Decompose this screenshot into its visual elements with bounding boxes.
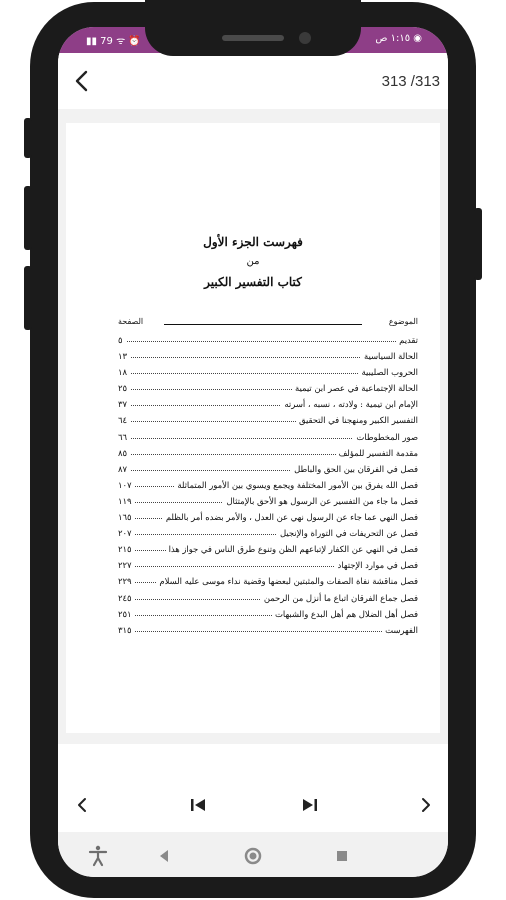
toc-header-topic: الموضوع [388,317,418,326]
toc-title: فهرست الجزء الأول [203,235,303,249]
toc-entry-title: فصل جماع الفرقان اتباع ما أنزل من الرحمن [261,593,418,603]
toc-entry-title: فصل في موارد الإجتهاد [335,560,418,570]
toc-entry-page: ٢٢٧ [118,560,135,570]
accessibility-icon [86,844,110,868]
app-screen [58,27,448,877]
toc-entry-title: فصل أهل الضلال هم أهل البدع والشبهات [272,609,418,619]
accessibility-button[interactable] [86,844,110,868]
toc-entry-page: ١١٩ [118,496,135,506]
phone-volume-down [24,266,32,330]
toc-entry-title: الحالة الإجتماعية في عصر ابن تيمية [292,383,418,393]
system-back-button[interactable] [152,844,176,868]
first-page-button[interactable] [184,791,212,819]
back-arrow-icon [68,67,96,95]
toc-entry-page: ٥ [118,335,126,345]
toc-entry [118,526,418,542]
toc-entry-title: صور المخطوطات [353,432,418,442]
toc-entry-page: ٦٦ [118,432,130,442]
toc-entry-title: مقدمة التفسير للمؤلف [336,448,418,458]
status-right: ١:١٥ ص ◉ [375,33,422,44]
toc-entry [118,558,418,574]
toc-entry-title: فصل الله يفرق بين الأمور المختلفة ويجمع ويسوي بين الأمور المتماثلة [174,480,418,490]
chevron-right-icon [412,791,440,819]
toc-header-line [164,324,362,325]
toc-entry-title: الفهرست [382,625,418,635]
toc-entry [118,478,418,494]
toc-entry-title: فصل مناقشة نفاة الصفات والمثبتين لبعضها وقضية نداء موسى عليه السلام [156,576,418,586]
toc-entry-page: ١٣ [118,351,130,361]
reader-toolbar [58,53,448,109]
system-recents-button[interactable] [330,844,354,868]
pdf-viewer[interactable] [58,109,448,744]
front-camera [299,32,311,44]
toc-entry [118,365,418,381]
toc-entry-title: الإمام ابن تيمية : ولادته ، نسبه ، أسرته [281,399,418,409]
system-navigation-bar [58,832,448,877]
toc-entry [118,430,418,446]
toc-entry-title: فصل النهي عما جاء عن الرسول نهي عن العدل ، والأمر بضده أمر بالظلم [163,512,418,522]
toc-entry [118,381,418,397]
prev-page-button[interactable] [68,791,96,819]
page-navigation-bar [58,779,448,831]
toc-entry-title: فصل في الفرقان بين الحق والباطل [291,464,418,474]
toc-entry-page: ٢٥ [118,383,130,393]
chevron-left-icon [68,791,96,819]
back-button[interactable] [68,67,96,95]
toc-entry [118,494,418,510]
toc-entry-leader [118,631,418,632]
toc-entry-page: ٢٤٥ [118,593,135,603]
toc-entry [118,349,418,365]
triangle-back-icon [152,844,176,868]
toc-entry [118,574,418,590]
skip-first-icon [184,791,212,819]
toc-entry-page: ١٦٥ [118,512,135,522]
last-page-button[interactable] [296,791,324,819]
status-left: ▮▮ 79 ᯤ ⏰ [86,36,141,47]
toc-header [118,317,418,331]
toc-entry-title: فصل عن التحريفات في التوراة والإنجيل [277,528,418,538]
system-home-button[interactable] [241,844,265,868]
toc-entry-title: فصل في النهي عن الكفار لإتباعهم الظن وتنوع طرق الناس في جواز هذا [166,544,418,554]
toc-entry-title: الحالة السياسية [361,351,418,361]
skip-last-icon [296,791,324,819]
toc-entry-page: ٢٠٧ [118,528,135,538]
home-circle-icon [241,844,265,868]
toc-list [118,333,418,639]
toc-entry [118,413,418,429]
book-page [66,123,440,733]
toc-entry [118,446,418,462]
toc-entry-page: ٦٤ [118,415,130,425]
page-counter: 313 /313 [381,73,440,90]
phone-side-button [24,118,32,158]
phone-speaker [222,35,284,41]
toc-entry [118,510,418,526]
phone-notch [145,0,361,56]
next-page-button[interactable] [412,791,440,819]
recents-square-icon [330,844,354,868]
toc-entry-title: تقديم [396,335,418,345]
toc-entry-page: ١٠٧ [118,480,135,490]
toc-entry-page: ٨٥ [118,448,130,458]
toc-entry-page: ٣٧ [118,399,130,409]
toc-entry [118,333,418,349]
toc-entry [118,623,418,639]
toc-entry-page: ٢٥١ [118,609,135,619]
toc-entry-leader [118,341,418,342]
toc-entry [118,397,418,413]
toc-entry-page: ٨٧ [118,464,130,474]
toc-entry [118,462,418,478]
toc-entry-page: ٢٢٩ [118,576,135,586]
toc-entry [118,591,418,607]
toc-entry [118,542,418,558]
toc-entry-page: ٢١٥ [118,544,135,554]
toc-header-page: الصفحة [118,317,144,326]
toc-entry-page: ٣١٥ [118,625,135,635]
phone-volume-up [24,186,32,250]
phone-power-button [474,208,482,280]
toc-entry-title: فصل ما جاء من التفسير عن الرسول هو الأحق بالإمتثال [223,496,418,506]
toc-book-name: كتاب التفسير الكبير [204,275,302,289]
toc-entry [118,607,418,623]
toc-from: من [246,256,260,267]
toc-entry-title: الحروب الصليبية [359,367,418,377]
toc-entry-title: التفسير الكبير ومنهجنا في التحقيق [296,415,418,425]
toc-entry-page: ١٨ [118,367,130,377]
